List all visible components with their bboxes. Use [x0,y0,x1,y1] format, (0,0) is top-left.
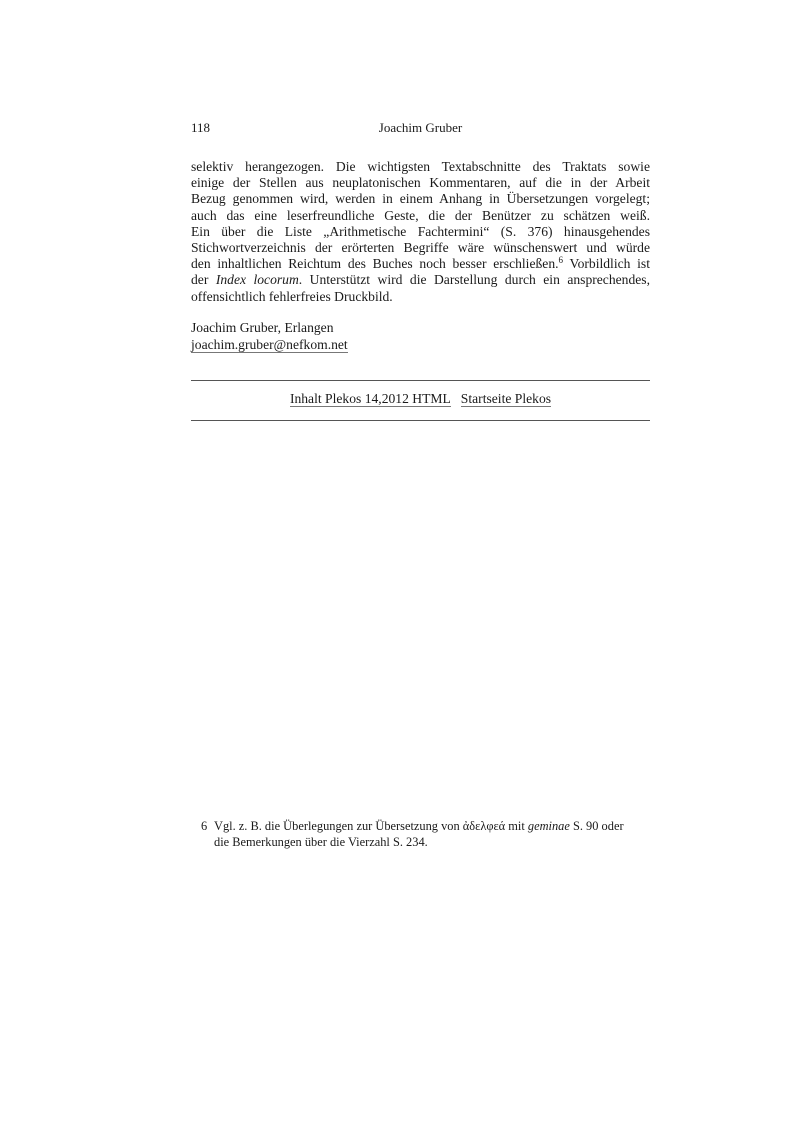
running-head: Joachim Gruber [378,120,463,135]
footnote-number: 6 [201,819,208,833]
footnote-text [214,818,650,834]
footnote-segment: mit [505,819,528,833]
body-text-segment: der [191,272,216,288]
body-text-segment: Vorbildlich ist [563,256,650,272]
email-link[interactable]: joachim.gruber@nefkom.net [191,337,348,352]
body-line: offensichtlich fehlerfreies Druckbild. [191,288,393,304]
body-text-segment: den inhaltlichen Reichtum des Buches noch besser erschließen. [191,256,559,272]
navigation-links [191,391,650,407]
footnote-text-line2: die Bemerkungen über die Vierzahl S. 234. [214,835,428,849]
footnote-segment: Vgl. z. B. die Überlegungen zur Übersetzung von [214,819,463,833]
body-text-segment: . Unterstützt wird die Darstellung durch ein ansprechendes, [298,272,650,288]
body-line: einige der Stellen aus neuplatonischen Kommentaren, auf die in der Arbeit [191,175,650,191]
homepage-link[interactable]: Startseite Plekos [460,391,552,406]
italic-word: geminae [527,819,570,833]
body-line: Ein über die Liste „Arithmetische Fachtermini“ (S. 376) hinausgehendes [191,223,650,239]
divider-bottom [191,420,650,421]
body-line [191,272,650,288]
italic-title: Index locorum [215,272,299,288]
body-paragraph [191,159,650,305]
body-line: Stichwortverzeichnis der erörterten Begriffe wäre wünschenswert und würde [191,240,650,256]
body-line [191,256,650,272]
body-line: selektiv herangezogen. Die wichtigsten Textabschnitte des Traktats sowie [191,159,650,174]
footnote-segment: S. 90 oder [569,819,624,833]
greek-word: ἀδελφεά [462,819,506,833]
author-name-place: Joachim Gruber, Erlangen [191,320,334,335]
page-number: 118 [191,120,211,135]
body-line: Bezug genommen wird, werden in einem Anhang in Übersetzungen vorgelegt; [191,191,650,207]
footnote-reference[interactable]: 6 [558,255,564,266]
body-line: auch das eine leserfreundliche Geste, die der Benützer zu schätzen weiß. [191,207,650,223]
footnote [201,818,650,850]
page-header [191,120,650,136]
divider-top [191,380,650,381]
contents-link[interactable]: Inhalt Plekos 14,2012 HTML [289,391,451,406]
signature [191,319,348,353]
